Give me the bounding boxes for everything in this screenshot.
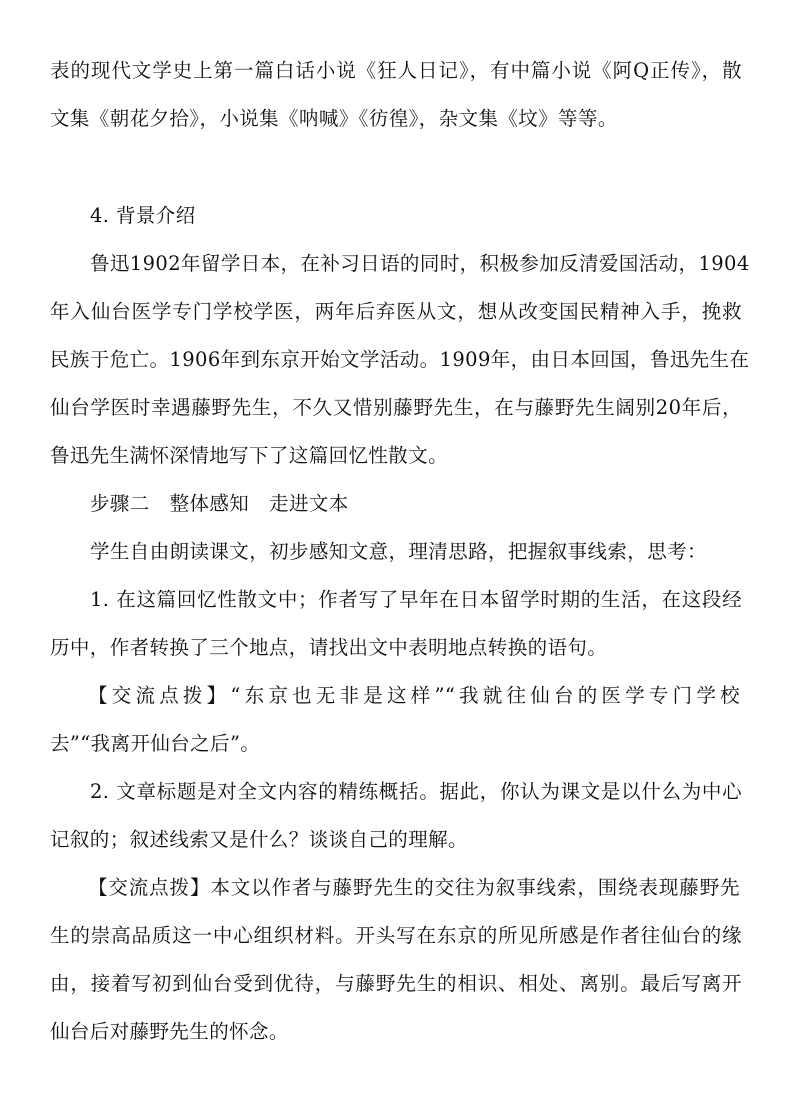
answer-line: 生的崇高品质这一中心组织材料。开头写在东京的所见所感是作者往仙台的缘 — [50, 924, 742, 947]
paragraph-line: 表的现代文学史上第一篇白话小说《狂人日记》，有中篇小说《阿Q正传》，散 — [50, 59, 742, 82]
answer-line: 仙台后对藤野先生的怀念。 — [50, 1020, 289, 1043]
answer-line: 由，接着写初到仙台受到优待，与藤野先生的相识、相处、离别。最后写离开 — [50, 972, 742, 995]
answer-line: 【交流点拨】本文以作者与藤野先生的交往为叙事线索，围绕表现藤野先 — [88, 876, 740, 899]
question-line: 记叙的；叙述线索又是什么？谈谈自己的理解。 — [50, 828, 468, 851]
paragraph-line: 民族于危亡。1906年到东京开始文学活动。1909年，由日本回国，鲁迅先生在 — [50, 348, 750, 371]
paragraph-line: 鲁迅先生满怀深情地写下了这篇回忆性散文。 — [50, 444, 449, 467]
answer-line: 【交流点拨】“东京也无非是这样”“我就往仙台的医学专门学校 — [88, 684, 740, 707]
paragraph-line: 仙台学医时幸遇藤野先生，不久又惜别藤野先生，在与藤野先生阔别20年后， — [50, 396, 742, 419]
section-heading: 4. 背景介绍 — [90, 204, 196, 227]
step-heading: 步骤二 整体感知 走进文本 — [90, 492, 349, 515]
question-line: 1. 在这篇回忆性散文中；作者写了早年在日本留学时期的生活，在这段经 — [90, 588, 742, 611]
answer-line: 去”“我离开仙台之后”。 — [50, 732, 261, 755]
paragraph-line: 学生自由朗读课文，初步感知文意，理清思路，把握叙事线索，思考： — [90, 540, 707, 563]
paragraph-line: 文集《朝花夕拾》，小说集《呐喊》《彷徨》，杂文集《坟》等等。 — [50, 107, 618, 130]
paragraph-line: 鲁迅1902年留学日本，在补习日语的同时，积极参加反清爱国活动，1904 — [90, 252, 750, 275]
question-line: 2. 文章标题是对全文内容的精练概括。据此，你认为课文是以什么为中心 — [90, 780, 742, 803]
paragraph-line: 年入仙台医学专门学校学医，两年后弃医从文，想从改变国民精神入手，挽救 — [50, 300, 742, 323]
question-line: 历中，作者转换了三个地点，请找出文中表明地点转换的语句。 — [50, 636, 608, 659]
